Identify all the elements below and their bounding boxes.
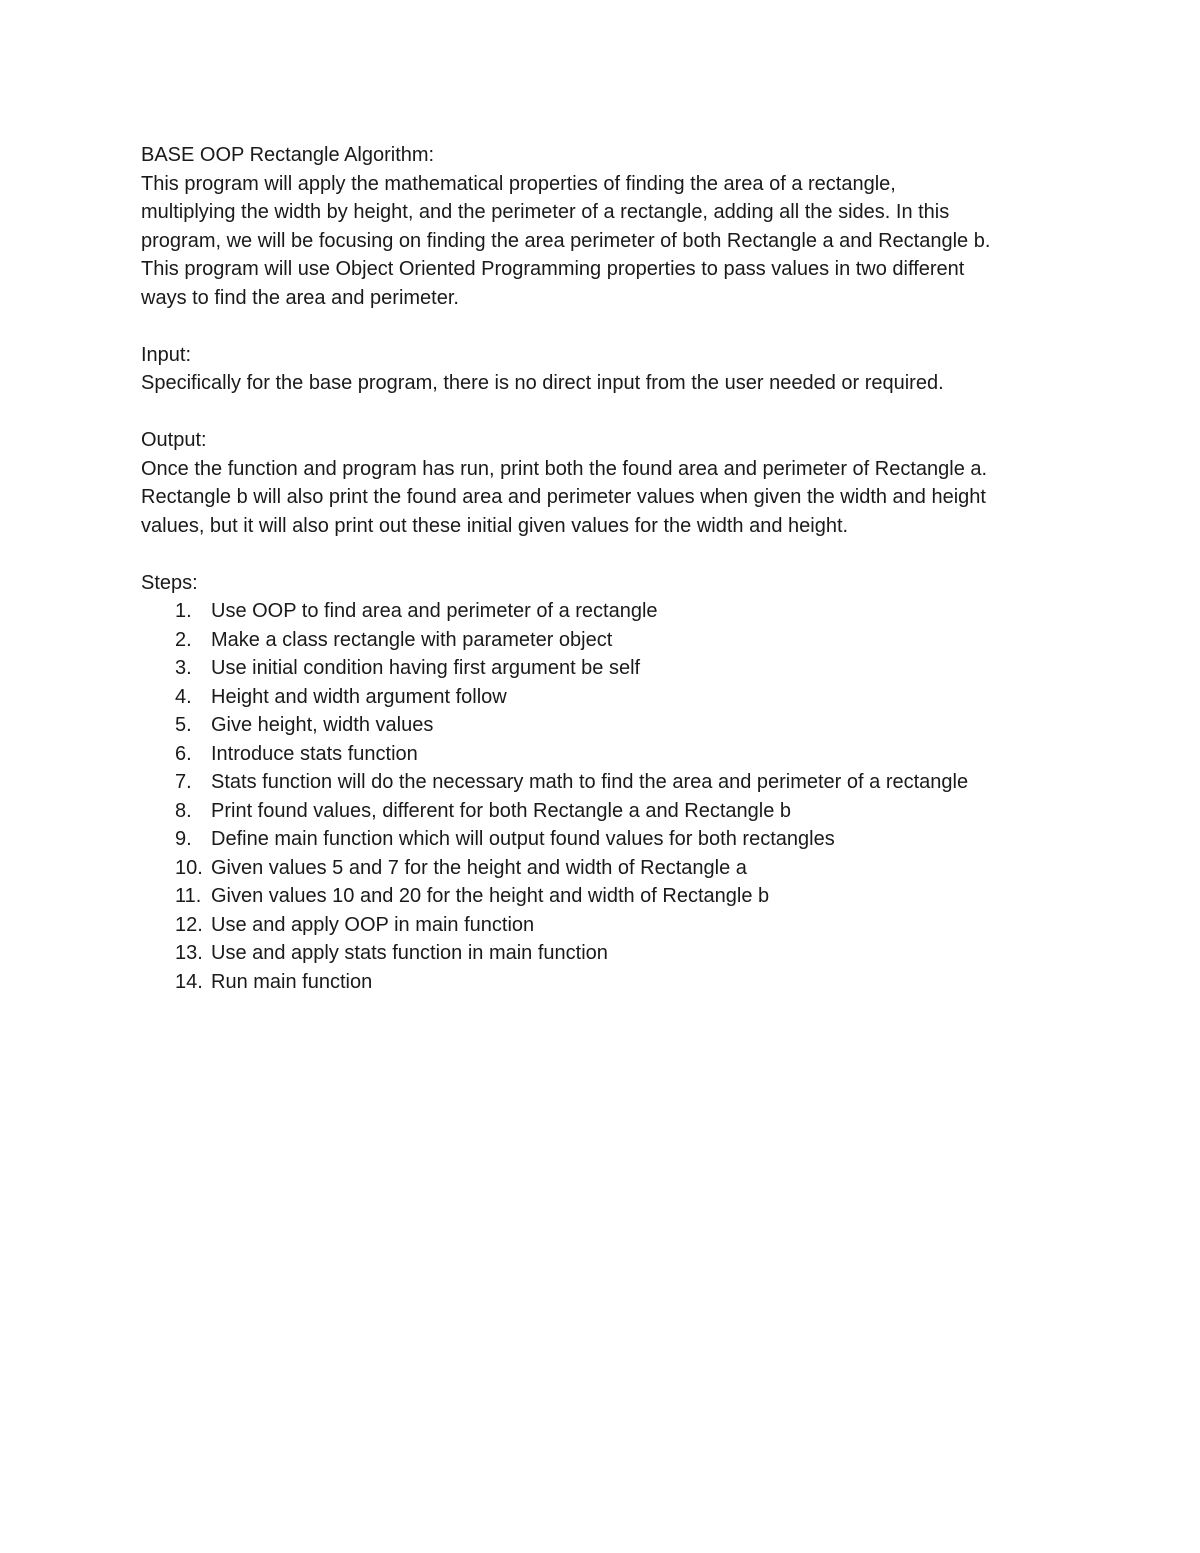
step-item [141, 825, 1071, 854]
step-item [141, 911, 1071, 940]
step-text: Height and width argument follow [211, 685, 507, 708]
step-number: 3. [175, 657, 192, 679]
step-number: 12. [175, 913, 203, 936]
step-item [141, 797, 1071, 826]
description-line: ways to find the area and perimeter. [141, 286, 459, 309]
step-item [141, 626, 1071, 655]
spacer [141, 312, 1071, 341]
step-number: 5. [175, 714, 192, 736]
step-item [141, 654, 1071, 683]
step-text: Give height, width values [211, 714, 434, 736]
output-line: Once the function and program has run, print both the found area and perimeter of Rectangle a. [141, 457, 988, 480]
step-number: 10. [175, 856, 203, 879]
description-line: program, we will be focusing on finding the area perimeter of both Rectangle a and Rectangle b. [141, 229, 991, 252]
description-line: multiplying the width by height, and the perimeter of a rectangle, adding all the sides. In this [141, 201, 950, 223]
step-text: Introduce stats function [211, 742, 418, 765]
step-number: 2. [175, 628, 192, 651]
step-item [141, 597, 1071, 626]
step-text: Define main function which will output found values for both rectangles [211, 828, 835, 850]
step-text: Use initial condition having first argument be self [211, 657, 641, 679]
output-line: values, but it will also print out these initial given values for the width and height. [141, 514, 849, 537]
step-item [141, 882, 1071, 911]
step-number: 7. [175, 771, 192, 793]
step-item [141, 939, 1071, 968]
step-number: 4. [175, 685, 192, 708]
description-line: This program will apply the mathematical properties of finding the area of a rectangle, [141, 172, 896, 195]
output-heading: Output: [141, 429, 207, 451]
document-title: BASE OOP Rectangle Algorithm: [141, 144, 435, 166]
description-line: This program will use Object Oriented Programming properties to pass values in two different [141, 258, 965, 280]
step-item [141, 854, 1071, 883]
description-paragraph [141, 170, 1071, 313]
step-item [141, 968, 1071, 997]
step-item [141, 768, 1071, 797]
step-number: 14. [175, 970, 203, 993]
step-number: 1. [175, 600, 192, 622]
step-text: Given values 10 and 20 for the height and width of Rectangle b [211, 885, 770, 907]
spacer [141, 540, 1071, 569]
step-text: Use OOP to find area and perimeter of a rectangle [211, 600, 658, 622]
step-item [141, 740, 1071, 769]
step-text: Run main function [211, 970, 373, 993]
spacer [141, 398, 1071, 427]
input-heading: Input: [141, 343, 192, 366]
step-number: 13. [175, 942, 203, 964]
steps-heading: Steps: [141, 571, 198, 594]
step-text: Given values 5 and 7 for the height and width of Rectangle a [211, 856, 747, 879]
input-section [141, 341, 1071, 398]
step-text: Use and apply OOP in main function [211, 913, 535, 936]
step-text: Use and apply stats function in main function [211, 942, 608, 964]
output-line: Rectangle b will also print the found area and perimeter values when given the width and height [141, 486, 986, 508]
step-number: 6. [175, 742, 192, 765]
document-body [141, 141, 1071, 996]
step-item [141, 683, 1071, 712]
step-number: 9. [175, 828, 192, 850]
output-section [141, 426, 1071, 540]
step-text: Print found values, different for both Rectangle a and Rectangle b [211, 799, 792, 822]
steps-list [141, 597, 1071, 996]
step-item [141, 711, 1071, 740]
input-line: Specifically for the base program, there is no direct input from the user needed or required. [141, 372, 944, 394]
step-number: 11. [175, 885, 202, 907]
steps-section [141, 569, 1071, 997]
step-number: 8. [175, 799, 192, 822]
step-text: Stats function will do the necessary math to find the area and perimeter of a rectangle [211, 771, 969, 793]
step-text: Make a class rectangle with parameter object [211, 628, 613, 651]
